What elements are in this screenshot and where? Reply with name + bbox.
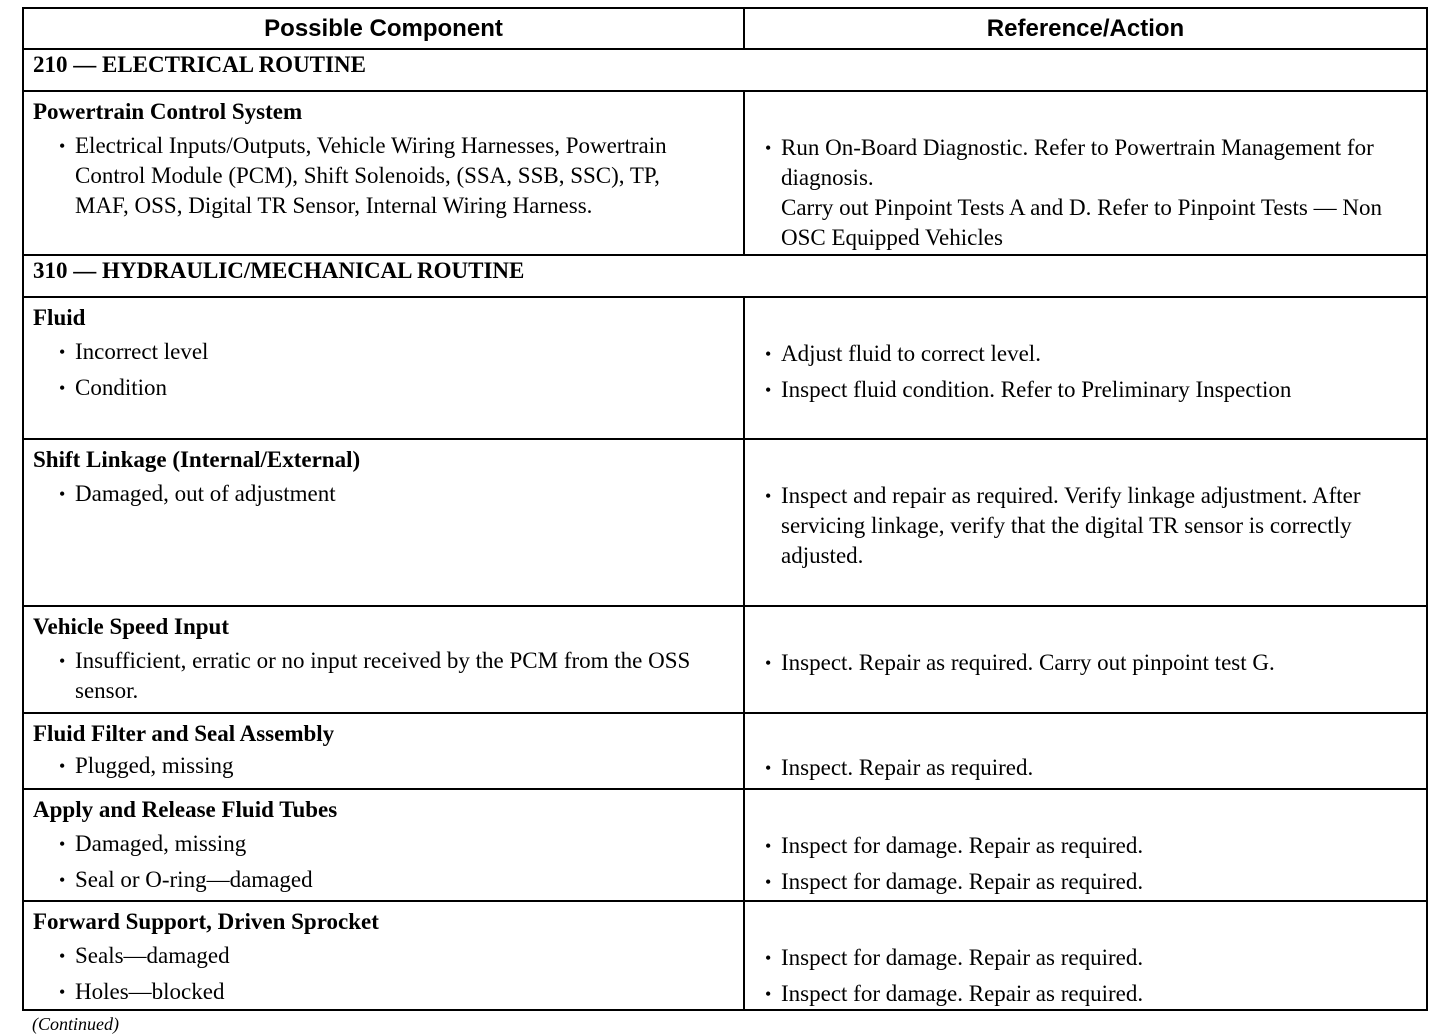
header-possible-component: Possible Component: [23, 8, 744, 49]
table-row: [23, 439, 1427, 606]
component-item: • Condition: [75, 373, 743, 403]
action-item: Carry out Pinpoint Tests A and D. Refer to Pinpoint Tests — Non OSC Equipped Vehicles: [781, 195, 1382, 250]
table-row: [23, 713, 1427, 789]
action-item: • Inspect fluid condition. Refer to Preliminary Inspection: [781, 375, 1418, 405]
table-row: [23, 901, 1427, 1010]
diagnosis-table: [22, 7, 1428, 1011]
section-row-electrical: [23, 49, 1427, 91]
action-item: • Inspect for damage. Repair as required.: [781, 943, 1418, 973]
component-item: • Insufficient, erratic or no input received by the PCM from the OSS sensor.: [75, 646, 743, 706]
header-reference-action: Reference/Action: [744, 8, 1427, 49]
component-title: Vehicle Speed Input: [33, 614, 229, 639]
table-row: [23, 91, 1427, 255]
action-cell: [744, 606, 1427, 713]
action-item: • Run On-Board Diagnostic. Refer to Powertrain Management for diagnosis.: [781, 133, 1418, 193]
action-cell: [744, 439, 1427, 606]
table-row: [23, 297, 1427, 439]
action-cell: [744, 297, 1427, 439]
continued-note: (Continued): [32, 1014, 119, 1034]
action-cell: [744, 789, 1427, 901]
table-row: [23, 789, 1427, 901]
action-item: • Inspect and repair as required. Verify linkage adjustment. After servicing linkage, verify that the digital TR sensor is correctly adjusted.: [781, 481, 1418, 571]
diagnosis-table-page: [22, 7, 1426, 1011]
component-cell: [23, 439, 744, 606]
component-cell: [23, 789, 744, 901]
action-item: • Adjust fluid to correct level.: [781, 339, 1418, 369]
action-item: • Inspect for damage. Repair as required.: [781, 831, 1418, 861]
component-item: • Damaged, missing: [75, 829, 743, 859]
action-item: • Inspect. Repair as required.: [781, 753, 1418, 783]
component-item: • Damaged, out of adjustment: [75, 479, 743, 509]
component-title: Forward Support, Driven Sprocket: [33, 909, 379, 934]
section-title: 310 — HYDRAULIC/MECHANICAL ROUTINE: [23, 255, 1427, 297]
component-title: Shift Linkage (Internal/External): [33, 447, 361, 472]
table-row: [23, 606, 1427, 713]
component-cell: [23, 91, 744, 255]
component-item: • Holes—blocked: [75, 977, 743, 1007]
component-title: Powertrain Control System: [33, 99, 303, 124]
component-item: • Incorrect level: [75, 337, 743, 367]
action-item: • Inspect for damage. Repair as required.: [781, 867, 1418, 897]
action-cell: [744, 713, 1427, 789]
component-title: Fluid: [33, 305, 86, 330]
component-cell: [23, 713, 744, 789]
action-cell: [744, 901, 1427, 1010]
section-title: 210 — ELECTRICAL ROUTINE: [23, 49, 1427, 91]
action-item: • Inspect. Repair as required. Carry out pinpoint test G.: [781, 648, 1418, 678]
component-item: • Seals—damaged: [75, 941, 743, 971]
component-cell: [23, 901, 744, 1010]
component-item: • Seal or O-ring—damaged: [75, 865, 743, 895]
action-item: • Inspect for damage. Repair as required.: [781, 979, 1418, 1009]
header-row: [23, 8, 1427, 49]
component-title: Fluid Filter and Seal Assembly: [33, 721, 335, 746]
component-cell: [23, 606, 744, 713]
component-title: Apply and Release Fluid Tubes: [33, 797, 338, 822]
section-row-hydraulic: [23, 255, 1427, 297]
component-cell: [23, 297, 744, 439]
component-item: • Plugged, missing: [75, 751, 743, 781]
action-cell: [744, 91, 1427, 255]
component-item: • Electrical Inputs/Outputs, Vehicle Wiring Harnesses, Powertrain Control Module (PCM), Shift Solenoids, (SSA, SSB, SSC), TP, MAF, OSS, Digital TR Sensor, Internal Wiring Harness.: [75, 131, 703, 221]
